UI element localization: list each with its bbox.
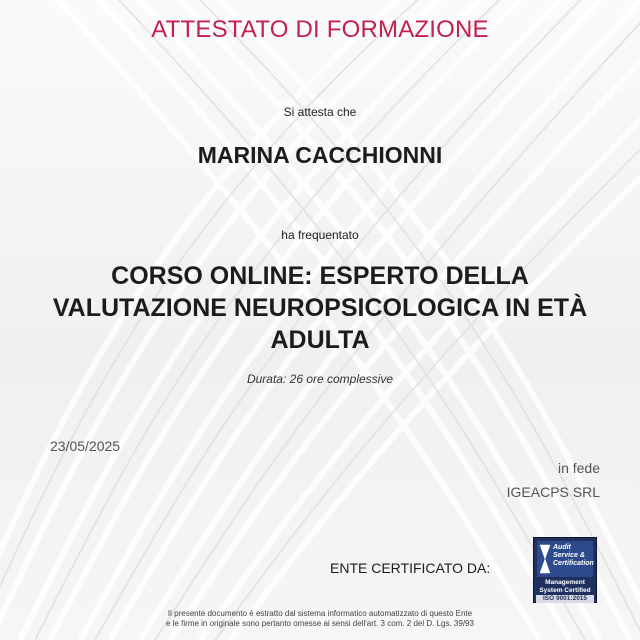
badge-header	[537, 541, 593, 577]
badge-line-1: Management	[545, 579, 585, 586]
certification-badge	[533, 537, 597, 603]
legal-footer	[0, 609, 640, 629]
course-title: CORSO ONLINE: ESPERTO DELLA VALUTAZIONE NEUROPSICOLOGICA IN ETÀ ADULTA	[52, 262, 588, 354]
intro-text: Si attesta che	[283, 105, 357, 119]
attended-text: ha frequentato	[281, 228, 359, 242]
certification-label: ENTE CERTIFICATO DA:	[330, 560, 491, 576]
footer-line-2: e le firme in originale sono pertanto omesse ai sensi dell'art. 3 com. 2 del D. Lgs. 39/93	[166, 619, 474, 628]
badge-logo-text: Audit Service & Certification	[553, 544, 594, 567]
badge-line-2: System Certified	[539, 587, 591, 594]
footer-line-1: Il presente documento è estratto dal sistema informatico automatizzato di questo Ente	[167, 609, 473, 618]
recipient-name: MARINA CACCHIONNI	[197, 142, 443, 168]
company-name: IGEACPS SRL	[506, 484, 600, 500]
hourglass-icon	[539, 544, 551, 574]
course-duration: Durata: 26 ore complessive	[246, 372, 394, 386]
badge-iso-line: ISO 9001:2015	[536, 595, 594, 603]
certificate-title: ATTESTATO DI FORMAZIONE	[151, 16, 489, 43]
issue-date: 23/05/2025	[50, 438, 121, 454]
signature-label: in fede	[557, 460, 600, 476]
